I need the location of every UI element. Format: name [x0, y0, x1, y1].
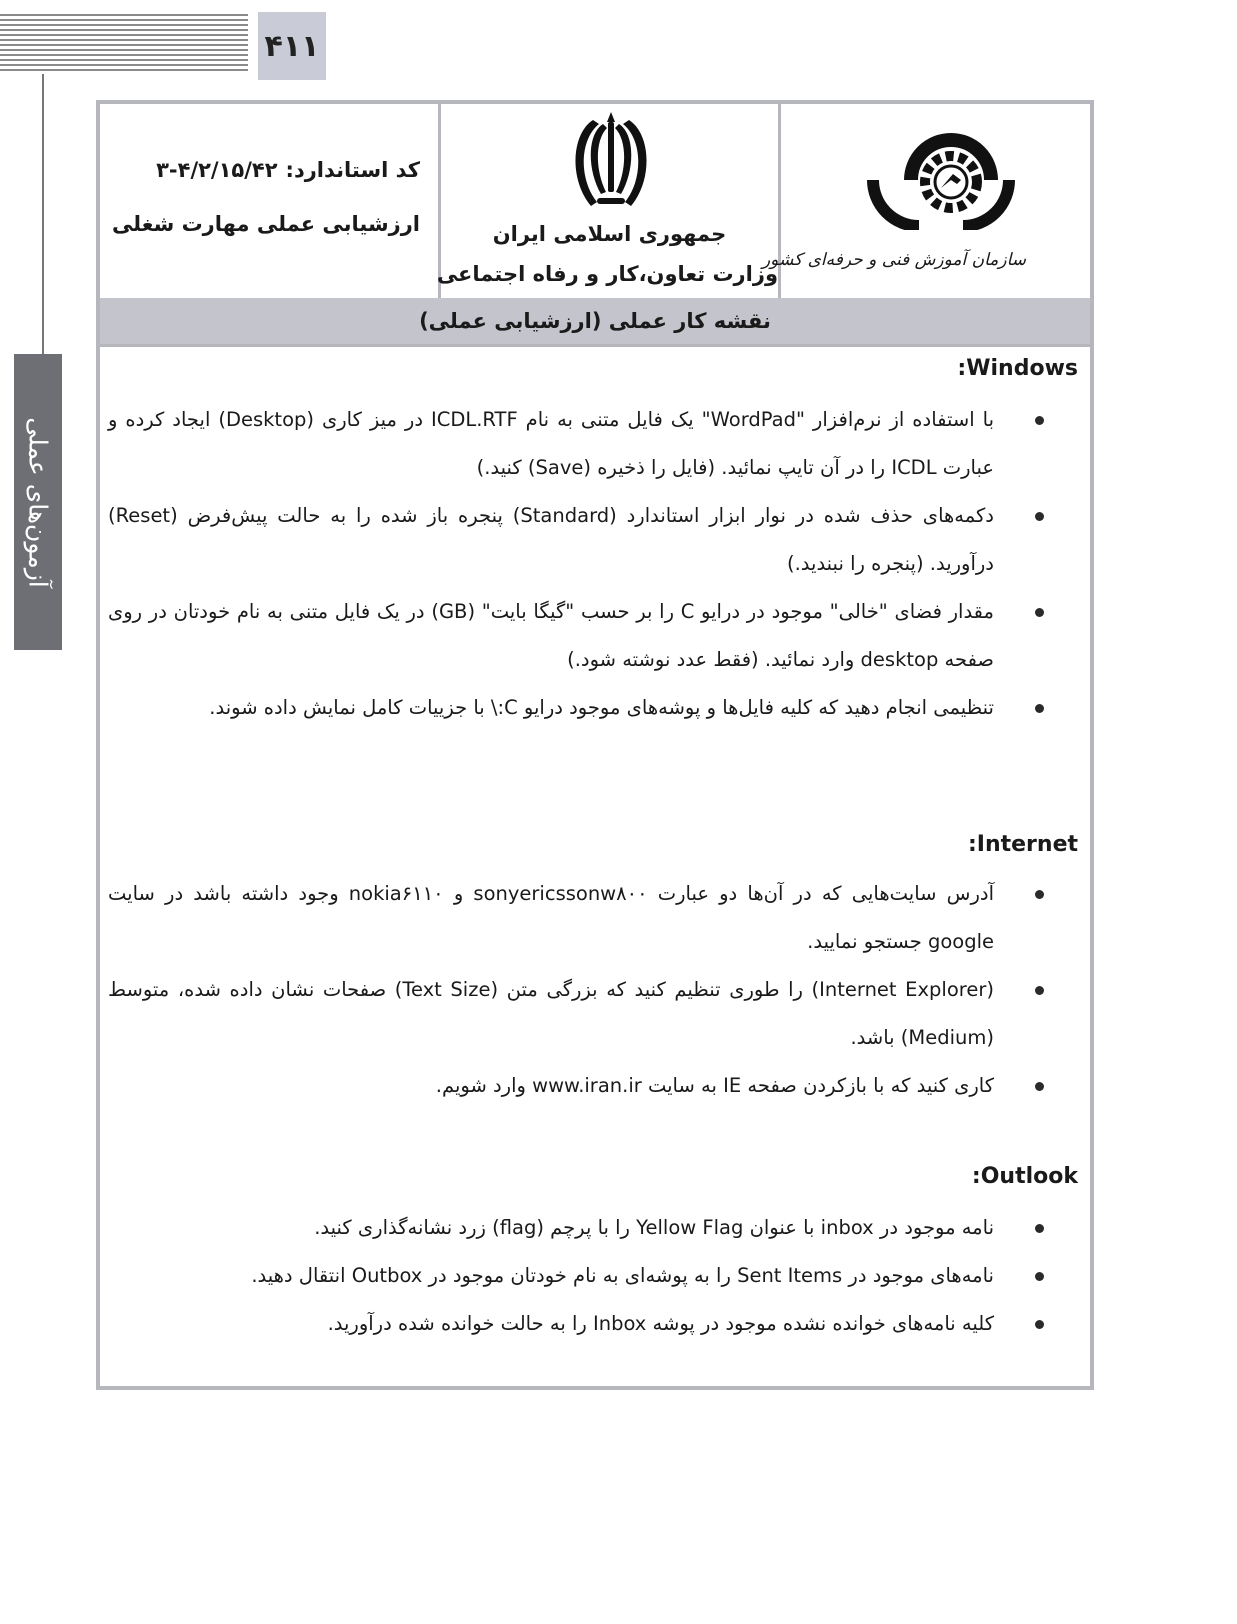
exam-sheet — [96, 100, 1094, 1390]
standard-code — [156, 158, 420, 182]
standard-cell — [100, 104, 441, 298]
internet-tasks — [108, 870, 1078, 1110]
section-title-internet: Internet: — [967, 832, 1078, 857]
side-tab — [14, 354, 62, 650]
organization-cell — [761, 104, 1090, 298]
list-item: با استفاده از نرم‌افزار "WordPad" یک فایل متنی به نام ICDL.RTF در میز کاری (Desktop) ایجاد کرده و عبارت ICDL را در آن تایپ نمائید. (فایل را ذخیره (Save) کنید.) — [108, 396, 1078, 492]
ministry-name: وزارت تعاون،کار و رفاه اجتماعی — [436, 262, 778, 286]
list-item: (Internet Explorer) را طوری تنظیم کنید که بزرگی متن (Text Size) صفحات نشان داده شده، متوسط (Medium) باشد. — [108, 966, 1078, 1062]
standard-code-value: ۴/۲/۱۵/۴۲-۳ — [156, 158, 278, 182]
iran-emblem-icon — [557, 110, 665, 218]
list-item: کاری کنید که با بازکردن صفحه IE به سایت www.iran.ir وارد شویم. — [108, 1062, 1078, 1110]
page-number: ۴۱۱ — [258, 12, 326, 80]
ministry-cell — [436, 104, 781, 298]
header-table — [100, 104, 1090, 301]
outlook-tasks — [108, 1204, 1078, 1348]
list-item: آدرس سایت‌هایی که در آن‌ها دو عبارت sonyericssonw۸۰۰ و nokia۶۱۱۰ وجود داشته باشد در سایت google جستجو نمایید. — [108, 870, 1078, 966]
task-list — [108, 348, 1078, 1378]
side-tab-label: آزمون‌های عملی — [23, 416, 53, 588]
country-name: جمهوری اسلامی ایران — [492, 222, 727, 246]
list-item: نامه‌های موجود در Sent Items را به پوشه‌ای به نام خودتان موجود در Outbox انتقال دهید. — [108, 1252, 1078, 1300]
list-item: تنظیمی انجام دهید که کلیه فایل‌ها و پوشه‌های موجود درایو C:\ با جزییات کامل نمایش داده شوند. — [108, 684, 1078, 732]
assessment-subtitle: ارزشیابی عملی مهارت شغلی — [111, 212, 420, 236]
section-title-windows: Windows: — [957, 356, 1078, 381]
section-banner: نقشه کار عملی (ارزشیابی عملی) — [100, 298, 1090, 347]
list-item: مقدار فضای "خالی" موجود در درایو C را بر حسب "گیگا بایت" (GB) در یک فایل متنی به نام خودتان در روی صفحه desktop وارد نمائید. (فقط عدد نوشته شود.) — [108, 588, 1078, 684]
windows-tasks — [108, 396, 1078, 732]
tvto-logo-icon — [861, 130, 1021, 230]
list-item: دکمه‌های حذف شده در نوار ابزار استاندارد (Standard) پنجره باز شده را به حالت پیش‌فرض (Reset) درآورید. (پنجره را نبندید.) — [108, 492, 1078, 588]
list-item: نامه موجود در inbox با عنوان Yellow Flag را با پرچم (flag) زرد نشانه‌گذاری کنید. — [108, 1204, 1078, 1252]
organization-name: سازمان آموزش فنی و حرفه‌ای کشور — [761, 250, 1026, 270]
list-item: کلیه نامه‌های خوانده نشده موجود در پوشه Inbox را به حالت خوانده شده درآورید. — [108, 1300, 1078, 1348]
standard-code-label: کد استاندارد: — [285, 158, 420, 182]
margin-rule — [42, 74, 44, 354]
section-title-outlook: Outlook: — [971, 1164, 1078, 1189]
header-stripes-decoration — [0, 14, 248, 74]
